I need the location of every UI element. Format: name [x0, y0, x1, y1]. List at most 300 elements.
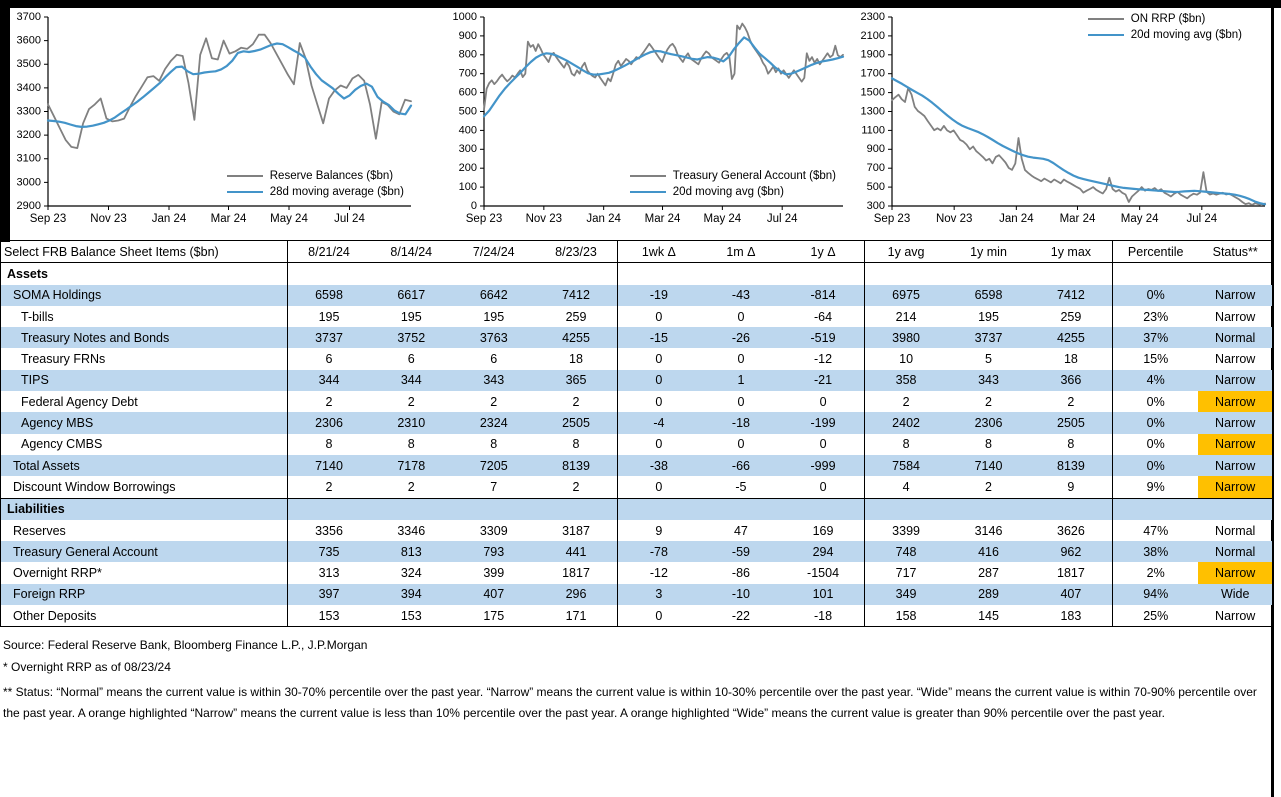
column-header: 8/23/23 — [535, 241, 618, 263]
svg-text:1900: 1900 — [860, 48, 885, 61]
legend-label: ON RRP ($bn) — [1130, 13, 1206, 25]
svg-text:1500: 1500 — [860, 86, 885, 99]
value-cell: -519 — [782, 327, 864, 348]
column-header: 1wk Δ — [618, 241, 700, 263]
value-cell: 399 — [483, 566, 505, 581]
row-label: Treasury Notes and Bonds — [1, 327, 288, 348]
status-cell: Narrow — [1215, 608, 1256, 623]
reserve-balances-chart — [10, 8, 416, 233]
status-cell: Wide — [1198, 584, 1272, 605]
svg-text:200: 200 — [458, 162, 477, 175]
svg-text:Jul 24: Jul 24 — [1186, 213, 1218, 225]
empty-cell — [700, 498, 782, 520]
empty-cell — [453, 263, 536, 285]
empty-cell — [1030, 263, 1113, 285]
empty-cell — [864, 263, 947, 285]
value-cell: 18 — [1063, 352, 1078, 367]
value-cell: 0 — [737, 352, 745, 367]
svg-text:1000: 1000 — [452, 10, 477, 23]
value-cell: -18 — [700, 412, 782, 433]
value-cell: 15% — [1112, 348, 1198, 369]
value-cell: 3626 — [1057, 523, 1085, 538]
svg-text:1300: 1300 — [860, 105, 885, 118]
svg-text:1100: 1100 — [861, 124, 885, 137]
value-cell: 0 — [618, 306, 700, 327]
value-cell: 0% — [1112, 285, 1198, 306]
value-cell: 8 — [1067, 437, 1075, 452]
page-frame-top — [0, 0, 1281, 8]
column-header: 1y min — [947, 241, 1030, 263]
value-cell: 3146 — [974, 523, 1003, 538]
empty-cell — [1198, 263, 1272, 285]
value-cell: 344 — [370, 370, 453, 391]
chart-line — [484, 24, 843, 110]
row-label: Other Deposits — [13, 608, 97, 623]
value-cell: 0% — [1112, 391, 1198, 412]
value-cell: 7412 — [1030, 285, 1113, 306]
value-cell: 259 — [565, 309, 587, 324]
column-header: 1y avg — [864, 241, 947, 263]
table-row — [1, 584, 1273, 605]
value-cell: 2505 — [1030, 412, 1113, 433]
value-cell: 2 — [985, 479, 992, 494]
value-cell: 416 — [947, 541, 1030, 562]
value-cell: 358 — [864, 370, 947, 391]
chart-legend — [1088, 11, 1242, 43]
value-cell: 397 — [288, 584, 371, 605]
empty-cell — [1030, 498, 1113, 520]
value-cell: 296 — [535, 584, 618, 605]
svg-text:Nov 23: Nov 23 — [935, 213, 973, 225]
value-cell: 8 — [572, 437, 580, 452]
empty-cell — [782, 263, 864, 285]
empty-cell — [370, 498, 453, 520]
value-cell: 8 — [490, 437, 498, 452]
svg-text:May 24: May 24 — [1120, 213, 1159, 225]
chart-line — [48, 35, 411, 148]
row-label: Overnight RRP* — [13, 566, 102, 581]
value-cell: 195 — [400, 309, 422, 324]
value-cell: 9% — [1112, 476, 1198, 498]
status-cell: Narrow — [1198, 476, 1272, 498]
value-cell: 4% — [1112, 370, 1198, 391]
value-cell: 3737 — [288, 327, 371, 348]
svg-text:1700: 1700 — [860, 67, 885, 80]
value-cell: 6 — [407, 352, 415, 367]
status-cell: Narrow — [1198, 285, 1272, 306]
value-cell: 343 — [453, 370, 536, 391]
value-cell: 9 — [1067, 479, 1075, 494]
value-cell: 0 — [737, 309, 745, 324]
column-header: Select FRB Balance Sheet Items ($bn) — [1, 241, 288, 263]
table-row — [1, 605, 1273, 627]
value-cell: 2% — [1112, 562, 1198, 583]
value-cell: 145 — [978, 608, 999, 623]
empty-cell — [453, 498, 536, 520]
svg-text:3700: 3700 — [16, 10, 41, 23]
table-row — [1, 370, 1273, 391]
value-cell: 9 — [618, 520, 700, 541]
value-cell: 3309 — [479, 523, 508, 538]
row-label: Agency CMBS — [21, 437, 103, 452]
svg-text:700: 700 — [866, 162, 885, 175]
value-cell: -199 — [782, 412, 864, 433]
table-row — [1, 434, 1273, 455]
status-cell: Normal — [1198, 327, 1272, 348]
legend-label: 20d moving avg ($bn) — [672, 186, 785, 198]
value-cell: 344 — [288, 370, 371, 391]
table-row — [1, 455, 1273, 476]
column-header: 8/21/24 — [288, 241, 371, 263]
value-cell: 0% — [1112, 434, 1198, 455]
value-cell: 7140 — [947, 455, 1030, 476]
value-cell: 349 — [864, 584, 947, 605]
value-cell: 6617 — [370, 285, 453, 306]
value-cell: 37% — [1112, 327, 1198, 348]
empty-cell — [947, 263, 1030, 285]
status-cell: Narrow — [1198, 455, 1272, 476]
svg-text:Sep 23: Sep 23 — [873, 213, 911, 225]
value-cell: -86 — [731, 566, 750, 581]
value-cell: 0% — [1112, 412, 1198, 433]
value-cell: 343 — [947, 370, 1030, 391]
column-header: 8/14/24 — [370, 241, 453, 263]
value-cell: 8139 — [1030, 455, 1113, 476]
value-cell: 3356 — [288, 520, 371, 541]
svg-text:Jan 24: Jan 24 — [999, 213, 1034, 225]
row-label: T-bills — [21, 309, 54, 324]
svg-text:500: 500 — [458, 105, 477, 118]
section-row — [1, 498, 1273, 520]
svg-text:2100: 2100 — [860, 29, 885, 42]
empty-cell — [535, 498, 618, 520]
empty-cell — [288, 498, 371, 520]
value-cell: -18 — [814, 608, 833, 623]
row-label: Agency MBS — [1, 412, 288, 433]
svg-text:Mar 24: Mar 24 — [644, 213, 681, 225]
svg-text:800: 800 — [458, 48, 477, 61]
value-cell: 23% — [1112, 306, 1198, 327]
status-cell: Narrow — [1198, 370, 1272, 391]
value-cell: 8 — [407, 437, 415, 452]
value-cell: 441 — [535, 541, 618, 562]
balance-sheet-table — [0, 240, 1273, 627]
table-row — [1, 306, 1273, 327]
value-cell: 8 — [985, 437, 992, 452]
table-row — [1, 476, 1273, 498]
svg-text:3600: 3600 — [16, 34, 41, 47]
empty-cell — [947, 498, 1030, 520]
value-cell: -10 — [700, 584, 782, 605]
chart-legend — [630, 168, 836, 200]
value-cell: -999 — [782, 455, 864, 476]
value-cell: 158 — [864, 605, 947, 627]
column-header: Status** — [1198, 241, 1272, 263]
svg-text:300: 300 — [458, 143, 477, 156]
svg-text:700: 700 — [458, 67, 477, 80]
status-cell: Narrow — [1198, 391, 1272, 412]
value-cell: 748 — [864, 541, 947, 562]
value-cell: 8139 — [535, 455, 618, 476]
value-cell: 0 — [618, 348, 700, 369]
value-cell: 153 — [400, 608, 422, 623]
value-cell: 407 — [1030, 584, 1113, 605]
svg-text:Nov 23: Nov 23 — [525, 213, 563, 225]
svg-text:2300: 2300 — [860, 10, 885, 23]
value-cell: 0 — [737, 437, 745, 452]
value-cell: 169 — [812, 523, 834, 538]
row-label: Liabilities — [1, 498, 288, 520]
value-cell: 7 — [490, 479, 498, 494]
empty-cell — [864, 498, 947, 520]
source-note: Source: Federal Reserve Bank, Bloomberg Finance L.P., J.P.Morgan — [3, 638, 368, 652]
legend-line-swatch — [227, 191, 263, 193]
svg-text:900: 900 — [458, 29, 477, 42]
value-cell: 6975 — [864, 285, 947, 306]
value-cell: 0 — [618, 391, 700, 412]
legend-label: 20d moving avg ($bn) — [1130, 29, 1242, 41]
table-row — [1, 391, 1273, 412]
value-cell: 195 — [483, 309, 505, 324]
chart-legend — [227, 168, 404, 200]
svg-text:300: 300 — [866, 199, 885, 212]
row-label: Treasury FRNs — [21, 352, 106, 367]
value-cell: 1817 — [1057, 566, 1085, 581]
on-rrp-chart — [854, 8, 1270, 233]
value-cell: 813 — [370, 541, 453, 562]
value-cell: -64 — [814, 309, 833, 324]
empty-cell — [782, 498, 864, 520]
value-cell: -19 — [618, 285, 700, 306]
value-cell: 2 — [572, 479, 580, 494]
svg-text:400: 400 — [458, 124, 477, 137]
svg-text:3100: 3100 — [16, 152, 41, 165]
svg-text:Jul 24: Jul 24 — [334, 213, 365, 225]
svg-text:3400: 3400 — [16, 81, 41, 94]
value-cell: 313 — [288, 562, 371, 583]
row-label: Discount Window Borrowings — [13, 479, 176, 494]
value-cell: 365 — [535, 370, 618, 391]
value-cell: -5 — [735, 479, 747, 494]
status-cell: Narrow — [1215, 352, 1256, 367]
status-cell: Narrow — [1198, 412, 1272, 433]
tga-chart — [446, 8, 848, 233]
value-cell: -26 — [700, 327, 782, 348]
value-cell: 366 — [1030, 370, 1113, 391]
value-cell: 101 — [782, 584, 864, 605]
value-cell: 175 — [483, 608, 505, 623]
value-cell: 2 — [490, 394, 498, 409]
svg-text:Nov 23: Nov 23 — [90, 213, 127, 225]
svg-text:Jan 24: Jan 24 — [151, 213, 187, 225]
value-cell: 407 — [453, 584, 536, 605]
legend-label: Reserve Balances ($bn) — [269, 170, 394, 182]
value-cell: -22 — [731, 608, 750, 623]
table-row — [1, 520, 1273, 541]
svg-text:0: 0 — [470, 199, 477, 212]
value-cell: 287 — [978, 566, 999, 581]
value-cell: 2505 — [535, 412, 618, 433]
value-cell: 324 — [400, 566, 422, 581]
column-header: 1m Δ — [700, 241, 782, 263]
column-header: 1y max — [1030, 241, 1113, 263]
value-cell: -12 — [814, 352, 833, 367]
value-cell: 3187 — [562, 523, 590, 538]
value-cell: 7178 — [370, 455, 453, 476]
table-row — [1, 562, 1273, 583]
value-cell: 2306 — [947, 412, 1030, 433]
row-label: Foreign RRP — [1, 584, 288, 605]
value-cell: 1 — [700, 370, 782, 391]
value-cell: 2402 — [864, 412, 947, 433]
value-cell: 1817 — [562, 566, 590, 581]
svg-text:May 24: May 24 — [703, 213, 742, 225]
legend-item — [630, 184, 836, 200]
row-label: Federal Agency Debt — [21, 394, 138, 409]
value-cell: -12 — [618, 562, 700, 583]
value-cell: 3399 — [864, 520, 947, 541]
value-cell: 0 — [737, 394, 745, 409]
row-label: SOMA Holdings — [1, 285, 288, 306]
svg-text:100: 100 — [458, 181, 477, 194]
value-cell: 394 — [370, 584, 453, 605]
value-cell: 10 — [864, 348, 947, 369]
value-cell: 153 — [288, 605, 371, 627]
row-label: Total Assets — [1, 455, 288, 476]
value-cell: -15 — [618, 327, 700, 348]
value-cell: 4255 — [1030, 327, 1113, 348]
column-header: 1y Δ — [782, 241, 864, 263]
row-label: Assets — [7, 266, 48, 281]
status-cell: Narrow — [1198, 434, 1272, 455]
legend-line-swatch — [227, 175, 263, 177]
legend-item — [1088, 11, 1242, 27]
value-cell: 289 — [947, 584, 1030, 605]
page-frame-left — [0, 0, 10, 242]
value-cell: 2 — [407, 394, 415, 409]
value-cell: 5 — [985, 352, 992, 367]
value-cell: 6 — [490, 352, 498, 367]
row-label: TIPS — [1, 370, 288, 391]
table-header-row — [1, 241, 1273, 263]
empty-cell — [618, 263, 700, 285]
row-label: Reserves — [13, 523, 66, 538]
legend-line-swatch — [1088, 34, 1124, 36]
value-cell: 2310 — [370, 412, 453, 433]
value-cell: 793 — [453, 541, 536, 562]
value-cell: 25% — [1112, 605, 1198, 627]
value-cell: 3 — [618, 584, 700, 605]
value-cell: 2 — [288, 391, 371, 412]
svg-text:May 24: May 24 — [270, 213, 308, 225]
value-cell: 7584 — [864, 455, 947, 476]
chart-line — [892, 88, 1265, 205]
value-cell: 8 — [288, 434, 371, 455]
value-cell: 3752 — [370, 327, 453, 348]
value-cell: 6 — [288, 348, 371, 369]
value-cell: 6598 — [947, 285, 1030, 306]
value-cell: 2 — [288, 476, 371, 498]
empty-cell — [535, 263, 618, 285]
value-cell: 47 — [733, 523, 748, 538]
table-row — [1, 285, 1273, 306]
empty-cell — [288, 263, 371, 285]
value-cell: -66 — [700, 455, 782, 476]
table-row — [1, 541, 1273, 562]
svg-text:3500: 3500 — [16, 58, 41, 71]
table-row — [1, 348, 1273, 369]
svg-text:2900: 2900 — [16, 199, 41, 212]
value-cell: 0 — [618, 476, 700, 498]
status-cell: Normal — [1215, 523, 1256, 538]
column-header: Percentile — [1112, 241, 1198, 263]
value-cell: 0 — [618, 370, 700, 391]
value-cell: 2 — [1067, 394, 1075, 409]
value-cell: 0 — [618, 434, 700, 455]
svg-text:900: 900 — [866, 143, 885, 156]
value-cell: 3346 — [397, 523, 426, 538]
table-row — [1, 412, 1273, 433]
svg-text:600: 600 — [458, 86, 477, 99]
value-cell: 4 — [864, 476, 947, 498]
status-cell: Narrow — [1198, 562, 1272, 583]
value-cell: 6642 — [453, 285, 536, 306]
value-cell: 3980 — [864, 327, 947, 348]
svg-text:Mar 24: Mar 24 — [210, 213, 247, 225]
status-cell: Narrow — [1215, 309, 1256, 324]
column-header: 7/24/24 — [453, 241, 536, 263]
legend-line-swatch — [1088, 18, 1124, 20]
empty-cell — [700, 263, 782, 285]
empty-cell — [618, 498, 700, 520]
value-cell: 0 — [819, 437, 827, 452]
svg-text:Sep 23: Sep 23 — [465, 213, 503, 225]
value-cell: 0 — [819, 479, 827, 494]
value-cell: 3763 — [453, 327, 536, 348]
value-cell: 8 — [864, 434, 947, 455]
value-cell: 0 — [819, 394, 827, 409]
value-cell: 2306 — [288, 412, 371, 433]
value-cell: -1504 — [807, 566, 840, 581]
row-label: Treasury General Account — [1, 541, 288, 562]
value-cell: 171 — [565, 608, 587, 623]
value-cell: 18 — [569, 352, 583, 367]
value-cell: 3737 — [947, 327, 1030, 348]
section-row — [1, 263, 1273, 285]
legend-label: 28d moving average ($bn) — [269, 186, 404, 198]
value-cell: 214 — [864, 306, 947, 327]
value-cell: 735 — [288, 541, 371, 562]
value-cell: 183 — [1060, 608, 1082, 623]
value-cell: 962 — [1030, 541, 1113, 562]
rrp-footnote: * Overnight RRP as of 08/23/24 — [3, 660, 171, 674]
value-cell: 0 — [618, 605, 700, 627]
value-cell: 7205 — [453, 455, 536, 476]
value-cell: 0% — [1112, 455, 1198, 476]
value-cell: 4255 — [535, 327, 618, 348]
value-cell: 2324 — [453, 412, 536, 433]
value-cell: -21 — [782, 370, 864, 391]
legend-item — [630, 168, 836, 184]
svg-text:500: 500 — [866, 181, 885, 194]
value-cell: 94% — [1112, 584, 1198, 605]
value-cell: -43 — [700, 285, 782, 306]
value-cell: 47% — [1112, 520, 1198, 541]
table-row — [1, 327, 1273, 348]
legend-item — [227, 184, 404, 200]
value-cell: 38% — [1112, 541, 1198, 562]
empty-cell — [370, 263, 453, 285]
